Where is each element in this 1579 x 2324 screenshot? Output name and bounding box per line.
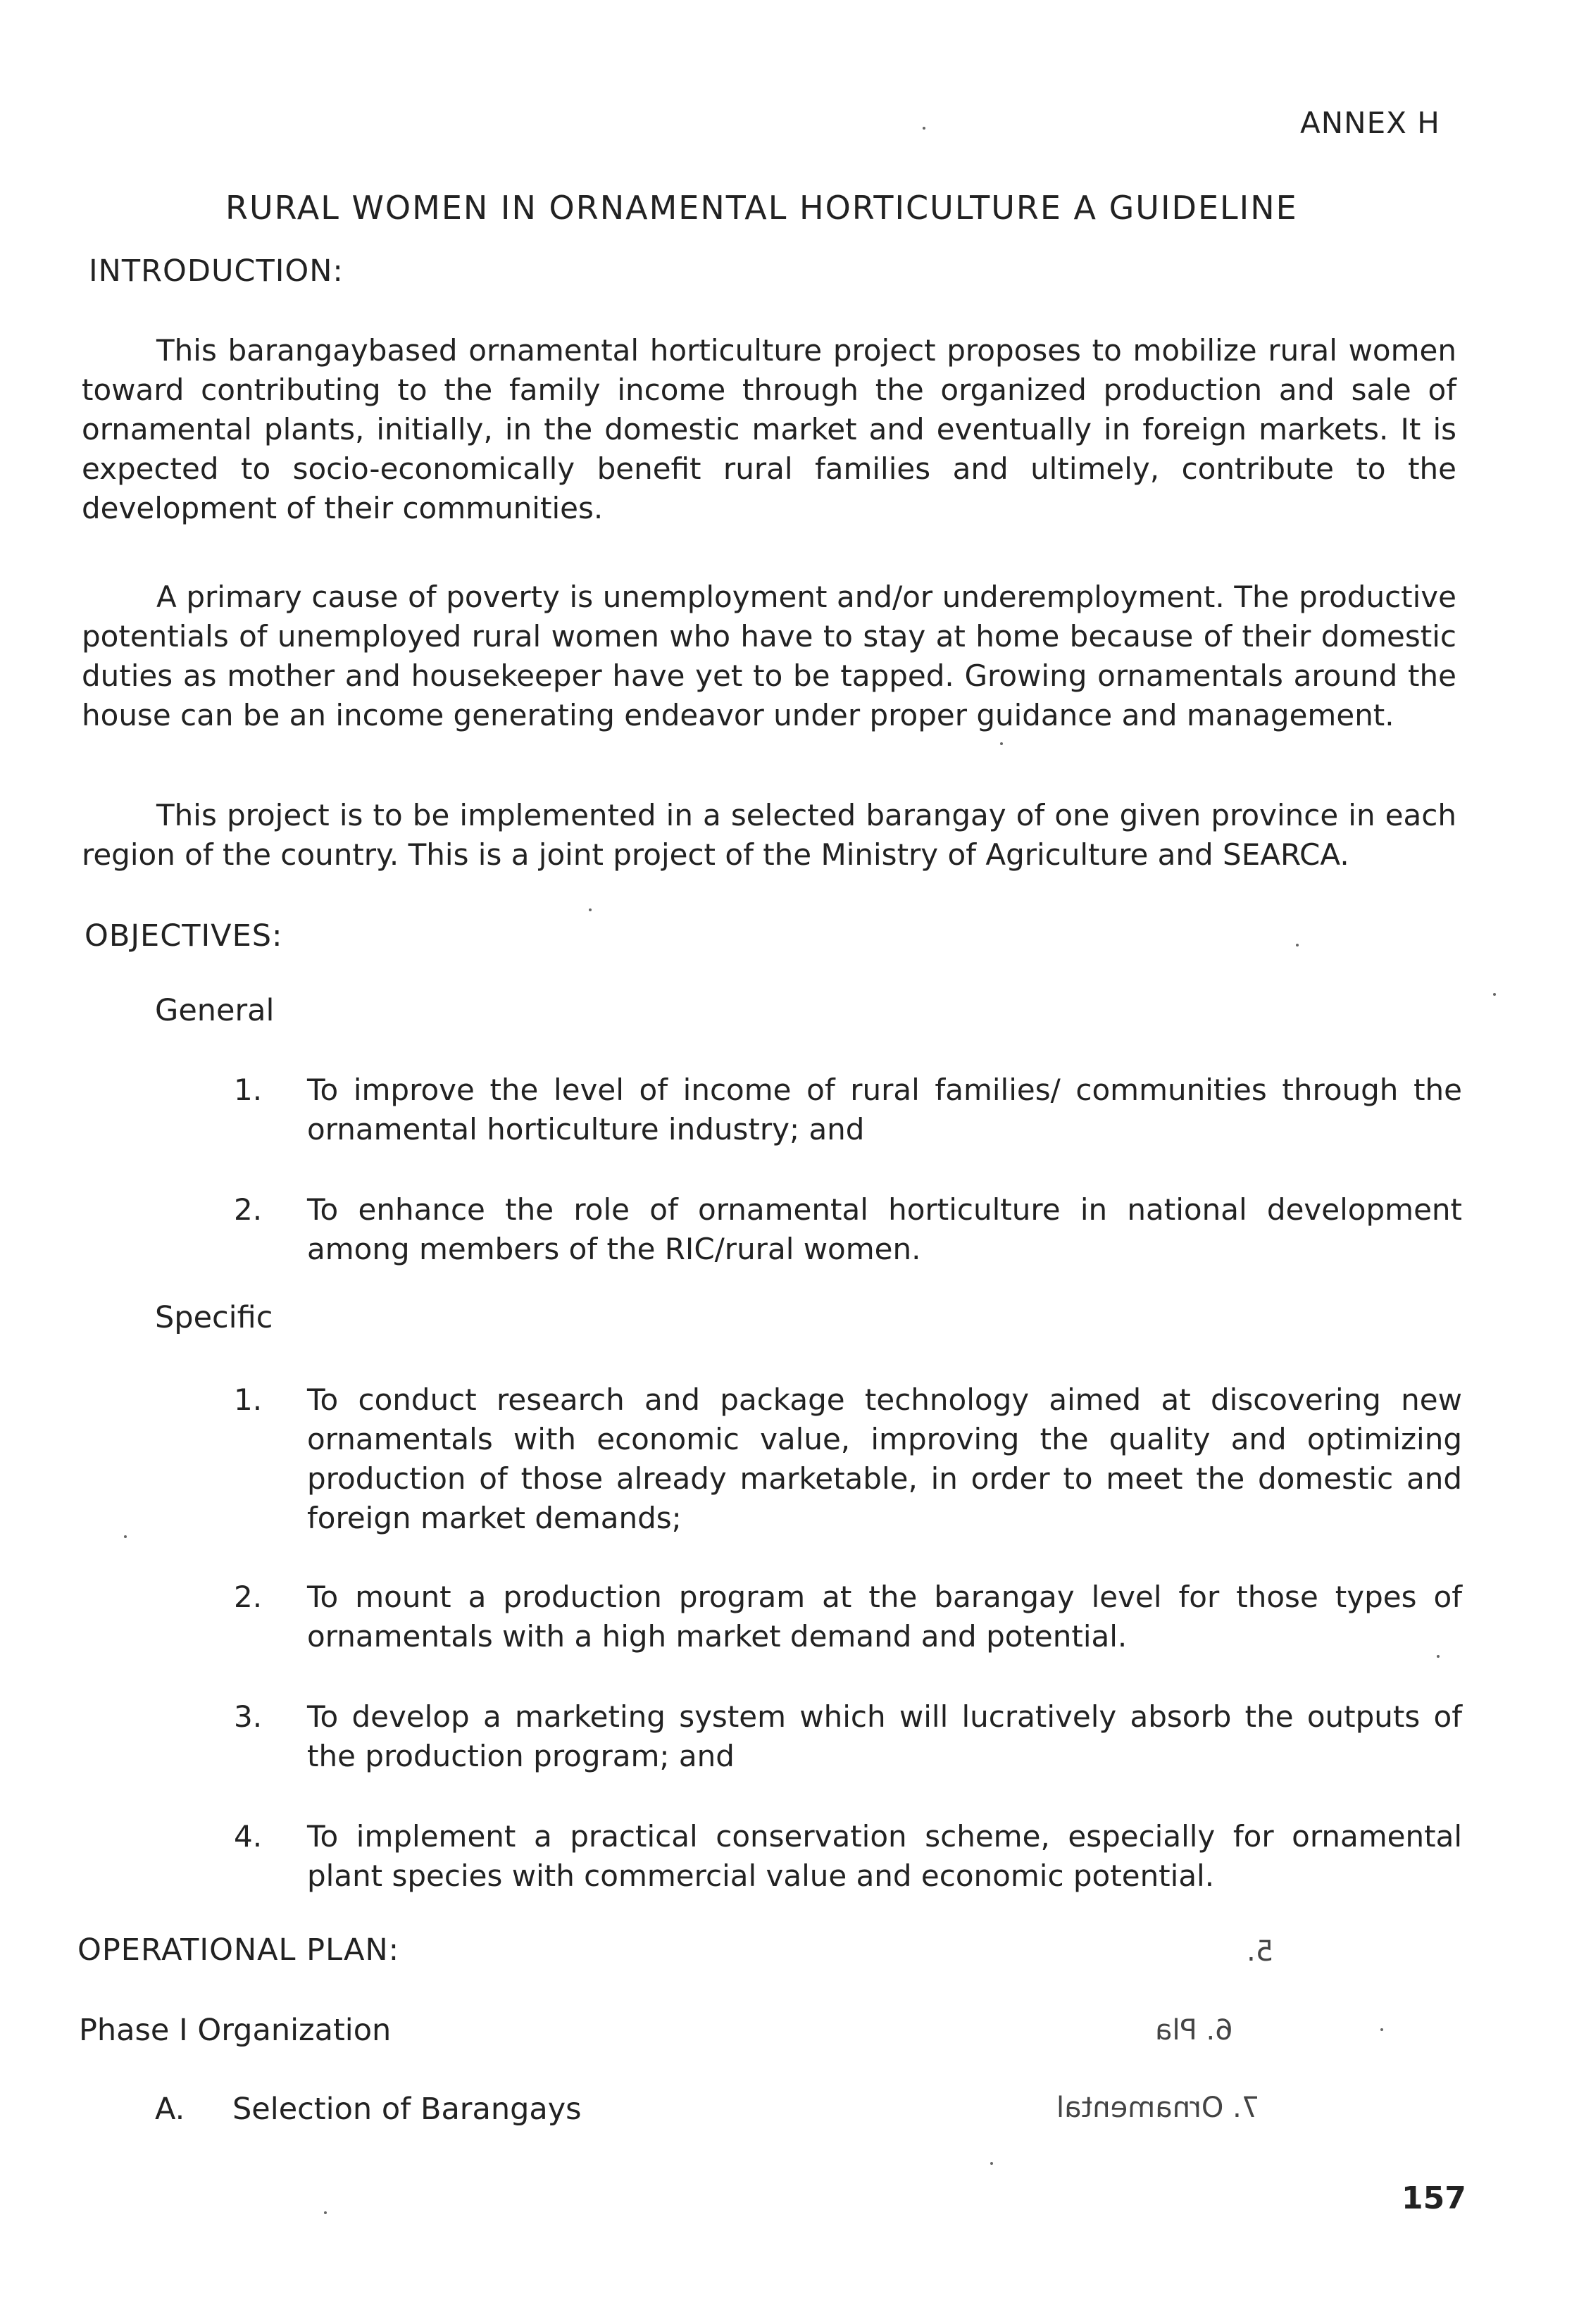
section-letter: A. [155,2092,185,2127]
item-number: 3. [234,1699,263,1734]
scan-speck [1000,742,1003,745]
specific-objective-4 [234,1817,1466,1901]
specific-subheading: Specific [155,1300,273,1335]
item-number: 2. [234,1192,263,1227]
scan-speck [990,2162,993,2165]
objectives-heading: OBJECTIVES: [85,918,283,954]
paragraph-text: A primary cause of poverty is unemployment and/or underemployment. The productive potentials of unemployed rural women who have to stay at home because of their domestic duties as mother and housekeeper have yet to be tapped. Growing ornamentals around the house can be an income generating endeavor under proper guidance and management. [82,580,1456,732]
scan-speck [1493,993,1496,996]
introduction-paragraph-2 [82,577,1456,735]
specific-objective-3 [234,1697,1466,1782]
page-title: RURAL WOMEN IN ORNAMENTAL HORTICULTURE A GUIDELINE [225,189,1298,227]
general-objective-1 [234,1070,1466,1155]
item-text: To develop a marketing system which will lucratively absorb the outputs of the production program; and [307,1699,1462,1773]
scan-speck [1380,2028,1383,2031]
paragraph-text: This barangaybased ornamental horticulture project proposes to mobilize rural women toward contributing to the family income through the organized production and sale of ornamental plants, initially, in the domestic market and eventually in foreign markets. It is expected to socio-economically benefit rural families and ultimely, contribute to the development of their communities. [82,333,1456,525]
general-subheading: General [155,993,275,1028]
scan-speck [324,2211,327,2214]
introduction-paragraph-1 [82,331,1456,528]
page-number: 157 [1402,2180,1466,2216]
scan-speck [124,1535,127,1538]
item-text: To implement a practical conservation scheme, especially for ornamental plant species with commercial value and economic potential. [307,1819,1462,1893]
phase-heading: Phase I Organization [79,2013,392,2048]
annex-label: ANNEX H [1300,106,1440,140]
specific-objective-1 [234,1380,1466,1542]
introduction-heading: INTRODUCTION: [89,254,344,289]
scan-speck [1296,944,1299,947]
bleed-through-text-1: 5. [1247,1935,1274,1968]
general-objective-2 [234,1190,1466,1275]
item-text: To conduct research and package technology aimed at discovering new ornamentals with economic value, improving the quality and optimizing production of those already marketable, in order to meet the domestic and foreign market demands; [307,1382,1462,1535]
specific-objective-2 [234,1578,1466,1662]
bleed-through-text-3: 7. Ornamental [1056,2092,1260,2124]
scan-speck [923,127,925,130]
introduction-paragraph-3 [82,796,1456,875]
item-number: 1. [234,1073,263,1107]
item-number: 1. [234,1382,263,1417]
item-text: To improve the level of income of rural families/ communities through the ornamental horticulture industry; and [307,1073,1462,1147]
item-number: 4. [234,1819,263,1854]
scan-speck [589,908,592,911]
scan-speck [1437,1655,1440,1658]
operational-plan-heading: OPERATIONAL PLAN: [77,1932,400,1968]
item-text: To mount a production program at the barangay level for those types of ornamentals with a high market demand and potential. [307,1580,1462,1654]
item-number: 2. [234,1580,263,1614]
section-title: Selection of Barangays [232,2092,582,2127]
bleed-through-text-2: 6. Pla [1155,2014,1233,2047]
item-text: To enhance the role of ornamental horticulture in national development among members of the RIC/rural women. [307,1192,1462,1266]
paragraph-text: This project is to be implemented in a selected barangay of one given province in each region of the country. This is a joint project of the Ministry of Agriculture and SEARCA. [82,798,1456,872]
